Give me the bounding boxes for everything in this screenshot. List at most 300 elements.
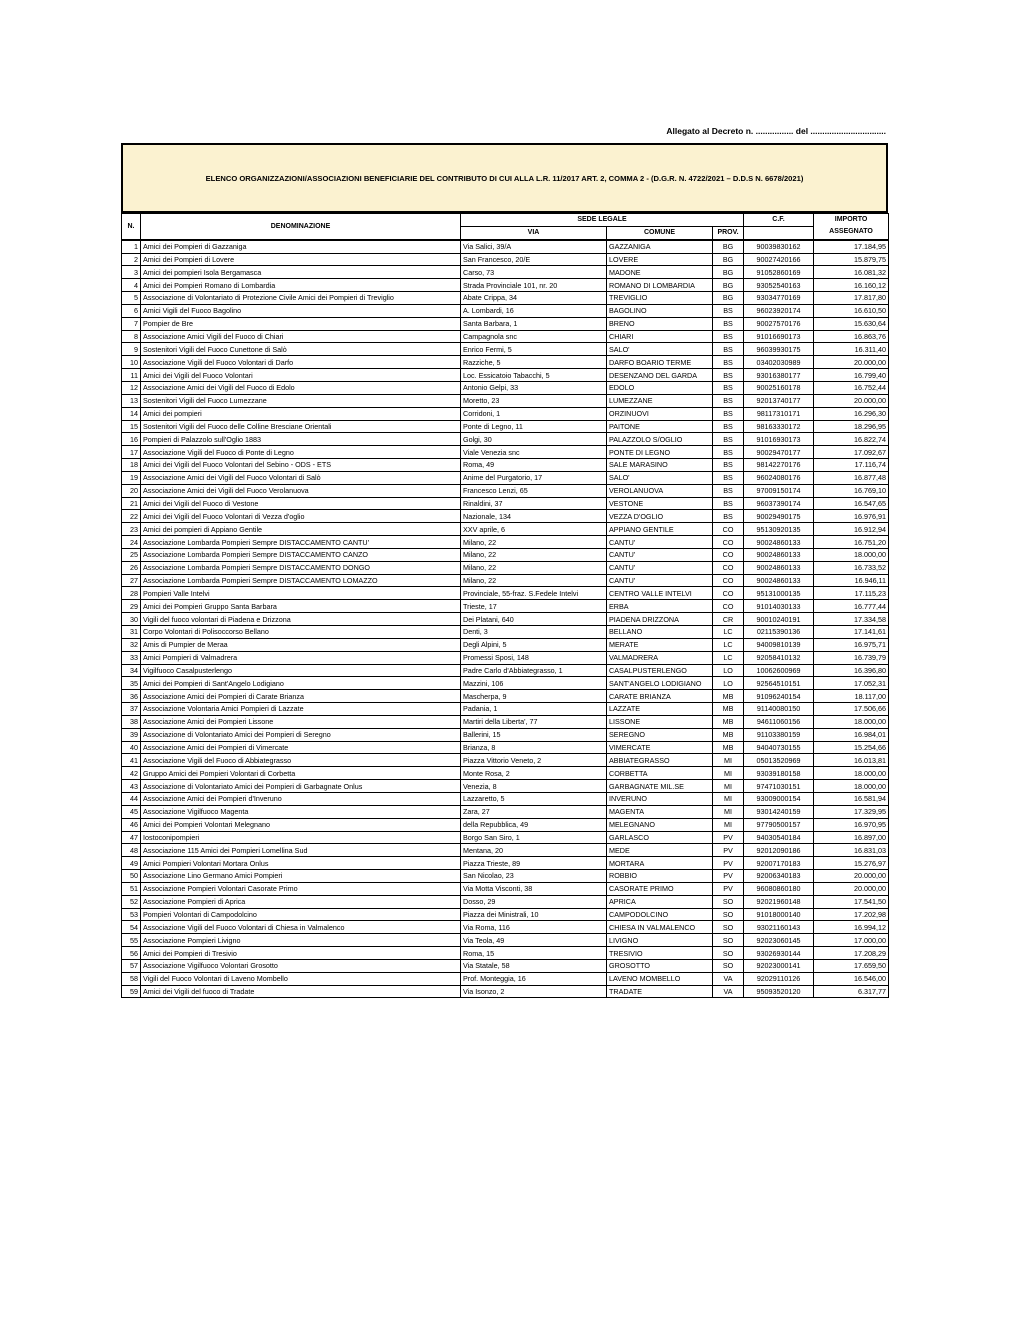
row-via: Abate Crippa, 34 (461, 292, 607, 305)
row-prov: MB (713, 728, 744, 741)
row-via: Ponte di Legno, 11 (461, 420, 607, 433)
table-row (122, 882, 889, 895)
row-comune: CHIESA IN VALMALENCO (607, 921, 713, 934)
row-importo: 17.092,67 (814, 446, 889, 459)
row-via: San Francesco, 20/E (461, 253, 607, 266)
row-via: Brianza, 8 (461, 741, 607, 754)
row-number: 34 (122, 664, 141, 677)
row-comune: CHIARI (607, 330, 713, 343)
row-denominazione: Associazione Pompieri Volontari Casorate Primo (141, 882, 461, 895)
row-cf: 96037390174 (744, 497, 814, 510)
row-importo: 17.541,50 (814, 895, 889, 908)
row-denominazione: Associazione Amici dei Pompieri di Vimercate (141, 741, 461, 754)
row-comune: GARLASCO (607, 831, 713, 844)
row-number: 42 (122, 767, 141, 780)
row-via: Via Statale, 58 (461, 959, 607, 972)
row-importo: 16.877,48 (814, 471, 889, 484)
beneficiaries-table (121, 213, 889, 998)
row-comune: GARBAGNATE MIL.SE (607, 780, 713, 793)
row-via: Roma, 15 (461, 947, 607, 960)
row-via: Denti, 3 (461, 626, 607, 639)
row-denominazione: Amici dei pompieri di Appiano Gentile (141, 523, 461, 536)
row-cf: 90027420166 (744, 253, 814, 266)
row-prov: LC (713, 651, 744, 664)
table-row (122, 626, 889, 639)
row-via: Borgo San Siro, 1 (461, 831, 607, 844)
row-comune: VEROLANUOVA (607, 484, 713, 497)
row-comune: MELEGNANO (607, 818, 713, 831)
row-number: 20 (122, 484, 141, 497)
row-prov: MI (713, 805, 744, 818)
table-row (122, 253, 889, 266)
row-cf: 94030540184 (744, 831, 814, 844)
row-via: Campagnola snc (461, 330, 607, 343)
row-prov: BS (713, 343, 744, 356)
row-importo: 20.000,00 (814, 870, 889, 883)
row-number: 33 (122, 651, 141, 664)
row-importo: 17.659,50 (814, 959, 889, 972)
row-importo: 16.975,71 (814, 638, 889, 651)
row-via: Martiri della Liberta', 77 (461, 715, 607, 728)
row-comune: SALO' (607, 343, 713, 356)
table-row (122, 831, 889, 844)
row-prov: BS (713, 484, 744, 497)
row-prov: CO (713, 587, 744, 600)
row-cf: 05013520969 (744, 754, 814, 767)
row-comune: DESENZANO DEL GARDA (607, 369, 713, 382)
row-cf: 90024860133 (744, 561, 814, 574)
row-number: 7 (122, 317, 141, 330)
row-importo: 16.547,65 (814, 497, 889, 510)
table-row (122, 844, 889, 857)
row-number: 4 (122, 279, 141, 292)
row-importo: 17.115,23 (814, 587, 889, 600)
row-number: 19 (122, 471, 141, 484)
row-comune: VIMERCATE (607, 741, 713, 754)
row-via: A. Lombardi, 16 (461, 304, 607, 317)
row-comune: BRENO (607, 317, 713, 330)
row-comune: VEZZA D'OGLIO (607, 510, 713, 523)
row-denominazione: Associazione di Volontariato di Protezione Civile Amici dei Pompieri di Treviglio (141, 292, 461, 305)
row-number: 11 (122, 369, 141, 382)
row-denominazione: Amici dei Vigili del Fuoco Volontari di Vezza d'oglio (141, 510, 461, 523)
table-row (122, 780, 889, 793)
row-cf: 93021160143 (744, 921, 814, 934)
table-row (122, 870, 889, 883)
row-importo: 16.739,79 (814, 651, 889, 664)
row-prov: CO (713, 548, 744, 561)
col-header-comune: COMUNE (607, 226, 713, 239)
row-comune: EDOLO (607, 381, 713, 394)
row-prov: VA (713, 985, 744, 998)
row-via: Loc. Essicatoio Tabacchi, 5 (461, 369, 607, 382)
row-comune: CANTU' (607, 561, 713, 574)
row-via: Strada Provinciale 101, nr. 20 (461, 279, 607, 292)
row-comune: DARFO BOARIO TERME (607, 356, 713, 369)
row-cf: 95130920135 (744, 523, 814, 536)
row-cf: 96080860180 (744, 882, 814, 895)
row-number: 53 (122, 908, 141, 921)
row-importo: 18.000,00 (814, 715, 889, 728)
row-number: 10 (122, 356, 141, 369)
row-via: Provinciale, 55-fraz. S.Fedele Intelvi (461, 587, 607, 600)
row-number: 43 (122, 780, 141, 793)
row-prov: CR (713, 613, 744, 626)
row-via: Enrico Fermi, 5 (461, 343, 607, 356)
row-cf: 90024860133 (744, 574, 814, 587)
row-importo: 16.752,44 (814, 381, 889, 394)
row-importo: 20.000,00 (814, 356, 889, 369)
row-prov: BS (713, 356, 744, 369)
row-cf: 96024080176 (744, 471, 814, 484)
row-denominazione: Associazione Vigili del Fuoco di Ponte di Legno (141, 446, 461, 459)
row-prov: BS (713, 317, 744, 330)
row-importo: 16.912,94 (814, 523, 889, 536)
table-row (122, 548, 889, 561)
row-denominazione: Associazione Lino Germano Amici Pompieri (141, 870, 461, 883)
row-comune: VALMADRERA (607, 651, 713, 664)
row-prov: PV (713, 857, 744, 870)
row-comune: ORZINUOVI (607, 407, 713, 420)
row-number: 39 (122, 728, 141, 741)
row-cf: 98117310171 (744, 407, 814, 420)
row-number: 55 (122, 934, 141, 947)
row-importo: 16.946,11 (814, 574, 889, 587)
row-prov: MI (713, 818, 744, 831)
row-importo: 17.000,00 (814, 934, 889, 947)
table-row (122, 497, 889, 510)
row-number: 37 (122, 703, 141, 716)
row-via: Antonio Gelpi, 33 (461, 381, 607, 394)
row-number: 56 (122, 947, 141, 960)
row-number: 59 (122, 985, 141, 998)
row-number: 30 (122, 613, 141, 626)
row-prov: MI (713, 792, 744, 805)
table-row (122, 715, 889, 728)
row-prov: BS (713, 446, 744, 459)
row-denominazione: Amici dei Pompieri Gruppo Santa Barbara (141, 600, 461, 613)
row-importo: 16.984,01 (814, 728, 889, 741)
row-comune: PONTE DI LEGNO (607, 446, 713, 459)
row-denominazione: Amici dei Pompieri di Sant'Angelo Lodigiano (141, 677, 461, 690)
row-prov: MB (713, 741, 744, 754)
row-comune: MERATE (607, 638, 713, 651)
row-via: Razziche, 5 (461, 356, 607, 369)
row-number: 6 (122, 304, 141, 317)
row-prov: BG (713, 292, 744, 305)
row-prov: SO (713, 895, 744, 908)
row-via: Zara, 27 (461, 805, 607, 818)
row-via: Via Motta Visconti, 38 (461, 882, 607, 895)
row-cf: 96023920174 (744, 304, 814, 317)
row-denominazione: Associazione Lombarda Pompieri Sempre DISTACCAMENTO CANZO (141, 548, 461, 561)
col-header-cf-blank (744, 226, 814, 239)
row-denominazione: Amici Pompieri di Valmadrera (141, 651, 461, 664)
row-via: Francesco Lenzi, 65 (461, 484, 607, 497)
table-row (122, 279, 889, 292)
row-importo: 15.879,75 (814, 253, 889, 266)
row-prov: MI (713, 780, 744, 793)
table-row (122, 407, 889, 420)
row-prov: BS (713, 394, 744, 407)
row-prov: BS (713, 510, 744, 523)
row-number: 16 (122, 433, 141, 446)
row-denominazione: Vigilfuoco Casalpusterlengo (141, 664, 461, 677)
row-denominazione: Associazione di Volontariato Amici dei Pompieri di Garbagnate Onlus (141, 780, 461, 793)
row-via: Degli Alpini, 5 (461, 638, 607, 651)
row-cf: 90039830162 (744, 240, 814, 253)
table-row (122, 613, 889, 626)
table-row (122, 292, 889, 305)
row-comune: SANT'ANGELO LODIGIANO (607, 677, 713, 690)
row-denominazione: Associazione Vigili del Fuoco di Abbiategrasso (141, 754, 461, 767)
row-denominazione: Sostenitori Vigili del Fuoco Lumezzane (141, 394, 461, 407)
row-number: 26 (122, 561, 141, 574)
row-cf: 92013740177 (744, 394, 814, 407)
table-row (122, 690, 889, 703)
row-denominazione: Amici dei Vigili del Fuoco di Vestone (141, 497, 461, 510)
row-comune: MORTARA (607, 857, 713, 870)
row-cf: 91014030133 (744, 600, 814, 613)
col-header-prov: PROV. (713, 226, 744, 239)
table-row (122, 908, 889, 921)
row-cf: 10062600969 (744, 664, 814, 677)
row-via: della Repubblica, 49 (461, 818, 607, 831)
row-prov: CO (713, 561, 744, 574)
row-comune: INVERUNO (607, 792, 713, 805)
row-via: Ballerini, 15 (461, 728, 607, 741)
row-importo: 17.141,61 (814, 626, 889, 639)
row-comune: APPIANO GENTILE (607, 523, 713, 536)
table-row (122, 934, 889, 947)
row-importo: 16.081,32 (814, 266, 889, 279)
row-importo: 17.052,31 (814, 677, 889, 690)
row-comune: LIVIGNO (607, 934, 713, 947)
row-prov: BS (713, 497, 744, 510)
col-header-sede-legale: SEDE LEGALE (461, 214, 744, 227)
row-prov: BG (713, 279, 744, 292)
allegato-reference: Allegato al Decreto n. ................ del ................................ (666, 126, 886, 136)
table-row (122, 446, 889, 459)
row-prov: MB (713, 690, 744, 703)
row-cf: 94009810139 (744, 638, 814, 651)
row-importo: 17.202,98 (814, 908, 889, 921)
row-number: 57 (122, 959, 141, 972)
row-number: 46 (122, 818, 141, 831)
row-cf: 02115390136 (744, 626, 814, 639)
row-denominazione: Associazione Pompieri Livigno (141, 934, 461, 947)
row-via: Via Teola, 49 (461, 934, 607, 947)
row-importo: 18.000,00 (814, 780, 889, 793)
row-comune: CARATE BRIANZA (607, 690, 713, 703)
row-via: Milano, 22 (461, 574, 607, 587)
row-via: Nazionale, 134 (461, 510, 607, 523)
row-prov: CO (713, 600, 744, 613)
row-cf: 96039930175 (744, 343, 814, 356)
row-cf: 93034770169 (744, 292, 814, 305)
row-cf: 90025160178 (744, 381, 814, 394)
row-number: 3 (122, 266, 141, 279)
row-via: Roma, 49 (461, 459, 607, 472)
row-denominazione: Vigili del Fuoco Volontari di Laveno Mombello (141, 972, 461, 985)
row-comune: BAGOLINO (607, 304, 713, 317)
row-number: 15 (122, 420, 141, 433)
document-title: ELENCO ORGANIZZAZIONI/ASSOCIAZIONI BENEFICIARIE DEL CONTRIBUTO DI CUI ALLA L.R. 11/2017 ART. 2, COMMA 2 - (D.G.R. N. 4722/2021 – D.D.S N. 6678/2021) (205, 173, 804, 183)
row-cf: 91052860169 (744, 266, 814, 279)
row-comune: LISSONE (607, 715, 713, 728)
row-via: Milano, 22 (461, 561, 607, 574)
row-denominazione: Associazione Amici dei Pompieri d'Inveruno (141, 792, 461, 805)
table-row (122, 600, 889, 613)
row-cf: 91018000140 (744, 908, 814, 921)
row-importo: 16.610,50 (814, 304, 889, 317)
row-cf: 98142270176 (744, 459, 814, 472)
row-via: Mascherpa, 9 (461, 690, 607, 703)
table-row (122, 343, 889, 356)
row-via: Milano, 22 (461, 548, 607, 561)
row-number: 58 (122, 972, 141, 985)
row-via: Golgi, 30 (461, 433, 607, 446)
row-number: 52 (122, 895, 141, 908)
row-comune: CASORATE PRIMO (607, 882, 713, 895)
table-row (122, 985, 889, 998)
row-importo: 18.117,00 (814, 690, 889, 703)
table-row (122, 767, 889, 780)
row-number: 36 (122, 690, 141, 703)
row-importo: 17.506,66 (814, 703, 889, 716)
row-comune: CENTRO VALLE INTELVI (607, 587, 713, 600)
row-via: Corridoni, 1 (461, 407, 607, 420)
row-denominazione: Associazione Amici dei Vigili del Fuoco Volontari di Salò (141, 471, 461, 484)
row-comune: SALE MARASINO (607, 459, 713, 472)
row-importo: 18.296,95 (814, 420, 889, 433)
table-row (122, 266, 889, 279)
row-importo: 16.799,40 (814, 369, 889, 382)
row-denominazione: Associazione Vigili del Fuoco Volontari di Chiesa in Valmalenco (141, 921, 461, 934)
row-number: 35 (122, 677, 141, 690)
row-cf: 98163330172 (744, 420, 814, 433)
row-importo: 16.994,12 (814, 921, 889, 934)
row-importo: 16.160,12 (814, 279, 889, 292)
row-importo: 16.970,95 (814, 818, 889, 831)
row-importo: 16.013,81 (814, 754, 889, 767)
row-denominazione: Associazione Vigili del Fuoco Volontari di Darfo (141, 356, 461, 369)
table-row (122, 959, 889, 972)
row-cf: 97471030151 (744, 780, 814, 793)
row-denominazione: Pompieri Valle Intelvi (141, 587, 461, 600)
row-prov: PV (713, 882, 744, 895)
row-cf: 93009000154 (744, 792, 814, 805)
row-via: Anime del Purgatorio, 17 (461, 471, 607, 484)
row-denominazione: Amici dei Pompieri di Tresivio (141, 947, 461, 960)
row-importo: 17.329,95 (814, 805, 889, 818)
table-row (122, 587, 889, 600)
row-importo: 16.822,74 (814, 433, 889, 446)
row-cf: 93016380177 (744, 369, 814, 382)
row-prov: CO (713, 536, 744, 549)
row-number: 13 (122, 394, 141, 407)
table-row (122, 638, 889, 651)
row-prov: PV (713, 831, 744, 844)
table-header (122, 214, 889, 240)
row-comune: MADONE (607, 266, 713, 279)
row-comune: BELLANO (607, 626, 713, 639)
row-comune: LAZZATE (607, 703, 713, 716)
table-row (122, 523, 889, 536)
row-importo: 16.733,52 (814, 561, 889, 574)
row-prov: MB (713, 703, 744, 716)
row-via: Dosso, 29 (461, 895, 607, 908)
row-prov: SO (713, 921, 744, 934)
row-number: 22 (122, 510, 141, 523)
row-denominazione: Iostoconipompieri (141, 831, 461, 844)
row-cf: 90029470177 (744, 446, 814, 459)
table-row (122, 420, 889, 433)
row-cf: 91096240154 (744, 690, 814, 703)
table-row (122, 369, 889, 382)
row-prov: PV (713, 844, 744, 857)
table-row (122, 972, 889, 985)
row-number: 38 (122, 715, 141, 728)
row-prov: CO (713, 574, 744, 587)
row-importo: 15.276,97 (814, 857, 889, 870)
row-cf: 90027570176 (744, 317, 814, 330)
row-denominazione: Associazione Lombarda Pompieri Sempre DISTACCAMENTO CANTU' (141, 536, 461, 549)
table-row (122, 792, 889, 805)
table-row (122, 574, 889, 587)
row-importo: 6.317,77 (814, 985, 889, 998)
row-via: Mentana, 20 (461, 844, 607, 857)
table-row (122, 471, 889, 484)
row-comune: CORBETTA (607, 767, 713, 780)
row-denominazione: Amici dei Vigili del fuoco di Tradate (141, 985, 461, 998)
row-importo: 16.831,03 (814, 844, 889, 857)
table-row (122, 240, 889, 253)
row-importo: 20.000,00 (814, 882, 889, 895)
row-denominazione: Amici dei pompieri Isola Bergamasca (141, 266, 461, 279)
row-comune: TRESIVIO (607, 947, 713, 960)
row-prov: SO (713, 947, 744, 960)
row-cf: 92006340183 (744, 870, 814, 883)
row-via: Via Salici, 39/A (461, 240, 607, 253)
table-row (122, 433, 889, 446)
row-prov: SO (713, 959, 744, 972)
row-denominazione: Amici dei Vigili del Fuoco Volontari (141, 369, 461, 382)
table-row (122, 857, 889, 870)
row-cf: 91140080150 (744, 703, 814, 716)
row-importo: 16.296,30 (814, 407, 889, 420)
row-importo: 16.751,20 (814, 536, 889, 549)
table-row (122, 754, 889, 767)
row-comune: PAITONE (607, 420, 713, 433)
row-number: 49 (122, 857, 141, 870)
row-prov: LO (713, 664, 744, 677)
row-prov: PV (713, 870, 744, 883)
row-importo: 16.581,94 (814, 792, 889, 805)
row-number: 44 (122, 792, 141, 805)
row-denominazione: Amici Vigili del Fuoco Bagolino (141, 304, 461, 317)
row-number: 14 (122, 407, 141, 420)
row-importo: 18.000,00 (814, 767, 889, 780)
row-via: Mazzini, 106 (461, 677, 607, 690)
table-row (122, 317, 889, 330)
row-denominazione: Associazione Volontaria Amici Pompieri di Lazzate (141, 703, 461, 716)
row-comune: ROMANO DI LOMBARDIA (607, 279, 713, 292)
row-number: 51 (122, 882, 141, 895)
row-prov: BS (713, 433, 744, 446)
row-cf: 93026930144 (744, 947, 814, 960)
row-cf: 94040730155 (744, 741, 814, 754)
